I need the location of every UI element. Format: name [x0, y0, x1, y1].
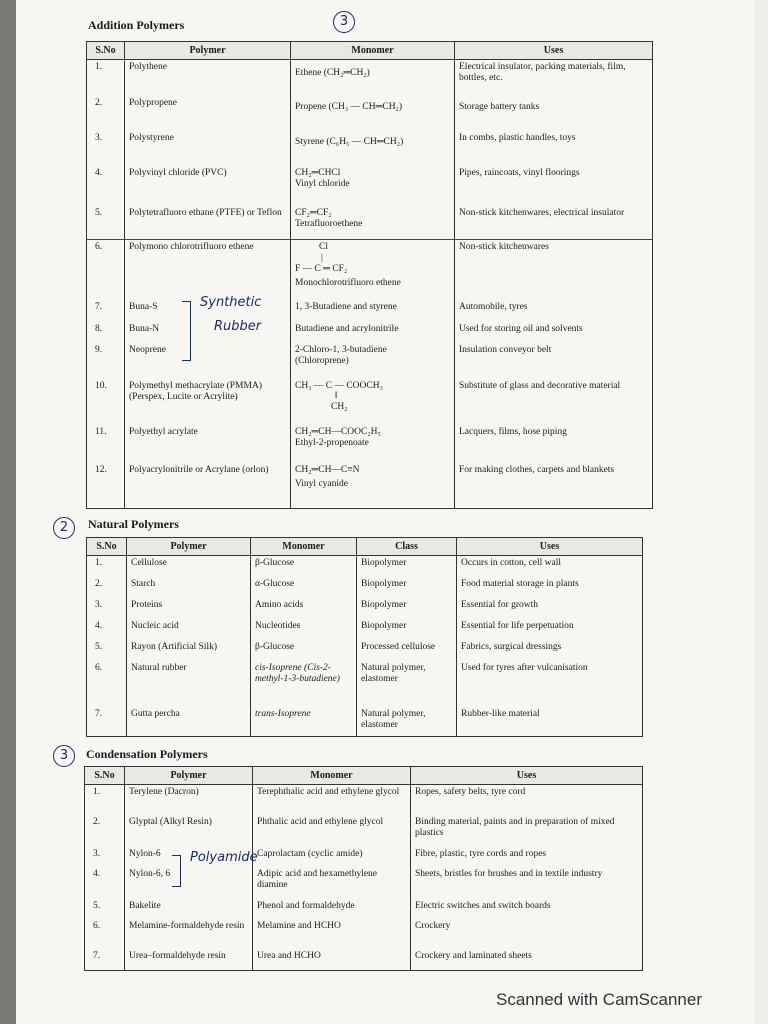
addition-header-monomer: Monomer — [291, 42, 455, 60]
monomer-cell: trans-Isoprene — [251, 707, 357, 737]
uses-cell: Automobile, tyres — [455, 300, 653, 322]
monomer-substituent: Cl — [319, 242, 328, 252]
condensation-header-sno: S.No — [85, 767, 125, 785]
monomer-cell: Styrene (C₆H₅ — CH═CH₂) — [291, 131, 455, 166]
sno-cell: 7. — [87, 300, 125, 322]
uses-cell: Pipes, raincoats, vinyl floorings — [455, 166, 653, 206]
table-row — [87, 425, 653, 463]
addition-header-sno: S.No — [87, 42, 125, 60]
table-row — [87, 619, 643, 640]
monomer-substituent: CH₂ — [331, 402, 348, 413]
polymer-cell: Buna-N — [125, 322, 291, 343]
natural-circle-number: 2 — [53, 517, 75, 539]
monomer-cell — [291, 463, 455, 509]
sno-cell: 6. — [87, 240, 125, 300]
table-row — [85, 847, 643, 867]
table-row — [87, 60, 653, 96]
condensation-table — [84, 766, 643, 971]
condensation-header-row — [85, 767, 643, 785]
table-row — [87, 379, 653, 425]
natural-header-monomer: Monomer — [251, 538, 357, 556]
uses-cell: Used for tyres after vulcanisation — [457, 661, 643, 707]
sno-cell: 7. — [87, 707, 127, 737]
monomer-cell — [291, 166, 455, 206]
uses-cell: Occurs in cotton, cell wall — [457, 556, 643, 577]
table-row — [87, 598, 643, 619]
polymer-cell: Polytetrafluoro ethane (PTFE) or Teflon — [125, 206, 291, 240]
polymer-cell: Terylene (Dacron) — [125, 785, 253, 815]
table-row — [87, 640, 643, 661]
polymer-cell: Natural rubber — [127, 661, 251, 707]
monomer-name: Ethyl-2-propenoate — [295, 437, 369, 448]
monomer-bond: ‖ — [335, 391, 338, 402]
table-row — [87, 131, 653, 166]
sno-cell: 6. — [85, 919, 125, 949]
sno-cell: 3. — [85, 847, 125, 867]
sno-cell: 9. — [87, 343, 125, 379]
table-row — [85, 919, 643, 949]
sno-cell: 5. — [87, 640, 127, 661]
table-row — [85, 867, 643, 899]
monomer-cell: β-Glucose — [251, 640, 357, 661]
natural-header-row — [87, 538, 643, 556]
uses-cell: Crockery — [411, 919, 643, 949]
table-row — [87, 322, 653, 343]
monomer-cell: Caprolactam (cyclic amide) — [253, 847, 411, 867]
polymer-cell: Nylon-6, 6 — [125, 867, 253, 899]
monomer-cell: Phenol and formaldehyde — [253, 899, 411, 919]
sno-cell: 1. — [87, 60, 125, 96]
table-row — [87, 240, 653, 300]
natural-header-sno: S.No — [87, 538, 127, 556]
monomer-cell: Nucleotides — [251, 619, 357, 640]
polymer-cell: Proteins — [127, 598, 251, 619]
monomer-cell: Terephthalic acid and ethylene glycol — [253, 785, 411, 815]
table-row — [87, 343, 653, 379]
monomer-formula: F — C ═ CF₂ — [295, 263, 348, 274]
sno-cell: 12. — [87, 463, 125, 509]
uses-cell: In combs, plastic handles, toys — [455, 131, 653, 166]
monomer-cell: Adipic acid and hexamethylene diamine — [253, 867, 411, 899]
condensation-circle-number: 3 — [53, 745, 75, 767]
monomer-bond: | — [321, 252, 323, 263]
uses-cell: Crockery and laminated sheets — [411, 949, 643, 971]
monomer-name: Monochlorotrifluoro ethene — [295, 277, 401, 288]
scanner-watermark: Scanned with CamScanner — [496, 990, 703, 1009]
monomer-cell — [291, 379, 455, 425]
monomer-cell — [291, 425, 455, 463]
polymer-cell: Glyptal (Alkyl Resin) — [125, 815, 253, 847]
class-cell: Processed cellulose — [357, 640, 457, 661]
table-row — [85, 815, 643, 847]
sno-cell: 4. — [87, 619, 127, 640]
polymer-cell: Nucleic acid — [127, 619, 251, 640]
condensation-header-uses: Uses — [411, 767, 643, 785]
sno-cell: 5. — [87, 206, 125, 240]
class-cell: Natural polymer, elastomer — [357, 661, 457, 707]
addition-header-uses: Uses — [455, 42, 653, 60]
table-row — [87, 166, 653, 206]
monomer-cell: α-Glucose — [251, 577, 357, 598]
class-cell: Biopolymer — [357, 556, 457, 577]
table-row — [85, 899, 643, 919]
polymer-cell: Polypropene — [125, 96, 291, 131]
monomer-cell: β-Glucose — [251, 556, 357, 577]
uses-cell: Fabrics, surgical dressings — [457, 640, 643, 661]
uses-cell: Sheets, bristles for brushes and in textile industry — [411, 867, 643, 899]
polymer-cell: Bakelite — [125, 899, 253, 919]
sno-cell: 10. — [87, 379, 125, 425]
monomer-formula: CH₃ — C — COOCH₃ — [295, 380, 383, 391]
monomer-formula: CH₂═CH—COOC₂H₅ — [295, 426, 381, 437]
polymer-cell: Polyethyl acrylate — [125, 425, 291, 463]
polymer-cell: Cellulose — [127, 556, 251, 577]
sno-cell: 1. — [85, 785, 125, 815]
sno-cell: 11. — [87, 425, 125, 463]
sno-cell: 4. — [85, 867, 125, 899]
natural-table — [86, 537, 643, 737]
scan-right-edge — [754, 0, 768, 1024]
uses-cell: Electric switches and switch boards — [411, 899, 643, 919]
uses-cell: Food material storage in plants — [457, 577, 643, 598]
monomer-formula: CH₂═CHCl — [295, 167, 341, 178]
polymer-cell: Gutta percha — [127, 707, 251, 737]
uses-cell: Non-stick kitchenwares — [455, 240, 653, 300]
polymer-cell: Neoprene — [125, 343, 291, 379]
addition-circle-number: 3 — [333, 11, 355, 33]
class-cell: Biopolymer — [357, 619, 457, 640]
addition-header-row — [87, 42, 653, 60]
polymer-cell: Urea–formaldehyde resin — [125, 949, 253, 971]
monomer-formula: CH₂═CH—C≡N — [295, 464, 360, 475]
monomer-name: Vinyl cyanide — [295, 478, 348, 489]
condensation-header-polymer: Polymer — [125, 767, 253, 785]
addition-header-polymer: Polymer — [125, 42, 291, 60]
uses-cell: Insulation conveyor belt — [455, 343, 653, 379]
handwritten-note-rubber: Rubber — [214, 319, 262, 334]
monomer-cell: Butadiene and acrylonitrile — [291, 322, 455, 343]
polymer-cell: Polyvinyl chloride (PVC) — [125, 166, 291, 206]
sno-cell: 8. — [87, 322, 125, 343]
addition-title: Addition Polymers — [88, 18, 185, 32]
table-row — [85, 785, 643, 815]
class-cell: Natural polymer, elastomer — [357, 707, 457, 737]
handwritten-bracket — [182, 301, 191, 361]
natural-header-polymer: Polymer — [127, 538, 251, 556]
polymer-cell: Polyacrylonitrile or Acrylane (orlon) — [125, 463, 291, 509]
uses-cell: Rubber-like material — [457, 707, 643, 737]
table-row — [87, 206, 653, 240]
handwritten-note-polyamide: Polyamide — [190, 850, 258, 865]
monomer-cell: Melamine and HCHO — [253, 919, 411, 949]
uses-cell: Non-stick kitchenwares, electrical insulator — [455, 206, 653, 240]
monomer-cell: Ethene (CH₂═CH₂) — [291, 60, 455, 96]
polymer-cell: Polymono chlorotrifluoro ethene — [125, 240, 291, 300]
polymer-cell: Starch — [127, 577, 251, 598]
sno-cell: 4. — [87, 166, 125, 206]
uses-cell: Ropes, safety belts, tyre cord — [411, 785, 643, 815]
monomer-cell: Propene (CH₃ — CH═CH₂) — [291, 96, 455, 131]
uses-cell: Used for storing oil and solvents — [455, 322, 653, 343]
class-cell: Biopolymer — [357, 598, 457, 619]
monomer-cell — [291, 206, 455, 240]
sno-cell: 5. — [85, 899, 125, 919]
monomer-cell: cis-Isoprene (Cis-2-methyl-1-3-butadiene) — [251, 661, 357, 707]
monomer-formula: CF₂═CF₂ — [295, 207, 332, 218]
class-cell: Biopolymer — [357, 577, 457, 598]
table-row — [87, 463, 653, 509]
uses-cell: Fibre, plastic, tyre cords and ropes — [411, 847, 643, 867]
monomer-cell: Urea and HCHO — [253, 949, 411, 971]
polymer-cell: Nylon-6 — [125, 847, 253, 867]
sno-cell: 6. — [87, 661, 127, 707]
monomer-cell: Phthalic acid and ethylene glycol — [253, 815, 411, 847]
monomer-cell — [291, 240, 455, 300]
table-row — [87, 300, 653, 322]
condensation-title: Condensation Polymers — [86, 747, 208, 761]
polymer-cell: Melamine-formaldehyde resin — [125, 919, 253, 949]
natural-header-uses: Uses — [457, 538, 643, 556]
polymer-cell: Polymethyl methacrylate (PMMA) (Perspex, Lucite or Acrylite) — [125, 379, 291, 425]
sno-cell: 2. — [85, 815, 125, 847]
natural-header-class: Class — [357, 538, 457, 556]
sno-cell: 7. — [85, 949, 125, 971]
table-row — [85, 949, 643, 971]
table-row — [87, 577, 643, 598]
addition-table — [86, 41, 653, 509]
condensation-header-monomer: Monomer — [253, 767, 411, 785]
natural-title: Natural Polymers — [88, 517, 179, 531]
sno-cell: 2. — [87, 96, 125, 131]
sno-cell: 2. — [87, 577, 127, 598]
uses-cell: Binding material, paints and in preparation of mixed plastics — [411, 815, 643, 847]
polymer-cell: Polystyrene — [125, 131, 291, 166]
table-row — [87, 707, 643, 737]
monomer-cell: Amino acids — [251, 598, 357, 619]
sno-cell: 1. — [87, 556, 127, 577]
monomer-cell: 1, 3-Butadiene and styrene — [291, 300, 455, 322]
monomer-formula: 2-Chloro-1, 3-butadiene — [295, 344, 387, 355]
table-row — [87, 96, 653, 131]
uses-cell: For making clothes, carpets and blankets — [455, 463, 653, 509]
monomer-name: Tetrafluoroethene — [295, 218, 363, 229]
uses-cell: Essential for life perpetuation — [457, 619, 643, 640]
table-row — [87, 661, 643, 707]
polymer-cell: Polythene — [125, 60, 291, 96]
uses-cell: Substitute of glass and decorative material — [455, 379, 653, 425]
table-row — [87, 556, 643, 577]
monomer-cell — [291, 343, 455, 379]
sno-cell: 3. — [87, 131, 125, 166]
polymer-cell: Rayon (Artificial Silk) — [127, 640, 251, 661]
uses-cell: Storage battery tanks — [455, 96, 653, 131]
uses-cell: Lacquers, films, hose piping — [455, 425, 653, 463]
scan-left-edge — [0, 0, 16, 1024]
handwritten-bracket — [172, 855, 181, 887]
uses-cell: Electrical insulator, packing materials, film, bottles, etc. — [455, 60, 653, 96]
polymer-cell: Buna-S — [125, 300, 291, 322]
monomer-name: (Chloroprene) — [295, 355, 349, 366]
handwritten-note-synthetic: Synthetic — [200, 295, 262, 310]
sno-cell: 3. — [87, 598, 127, 619]
uses-cell: Essential for growth — [457, 598, 643, 619]
monomer-name: Vinyl chloride — [295, 178, 350, 189]
